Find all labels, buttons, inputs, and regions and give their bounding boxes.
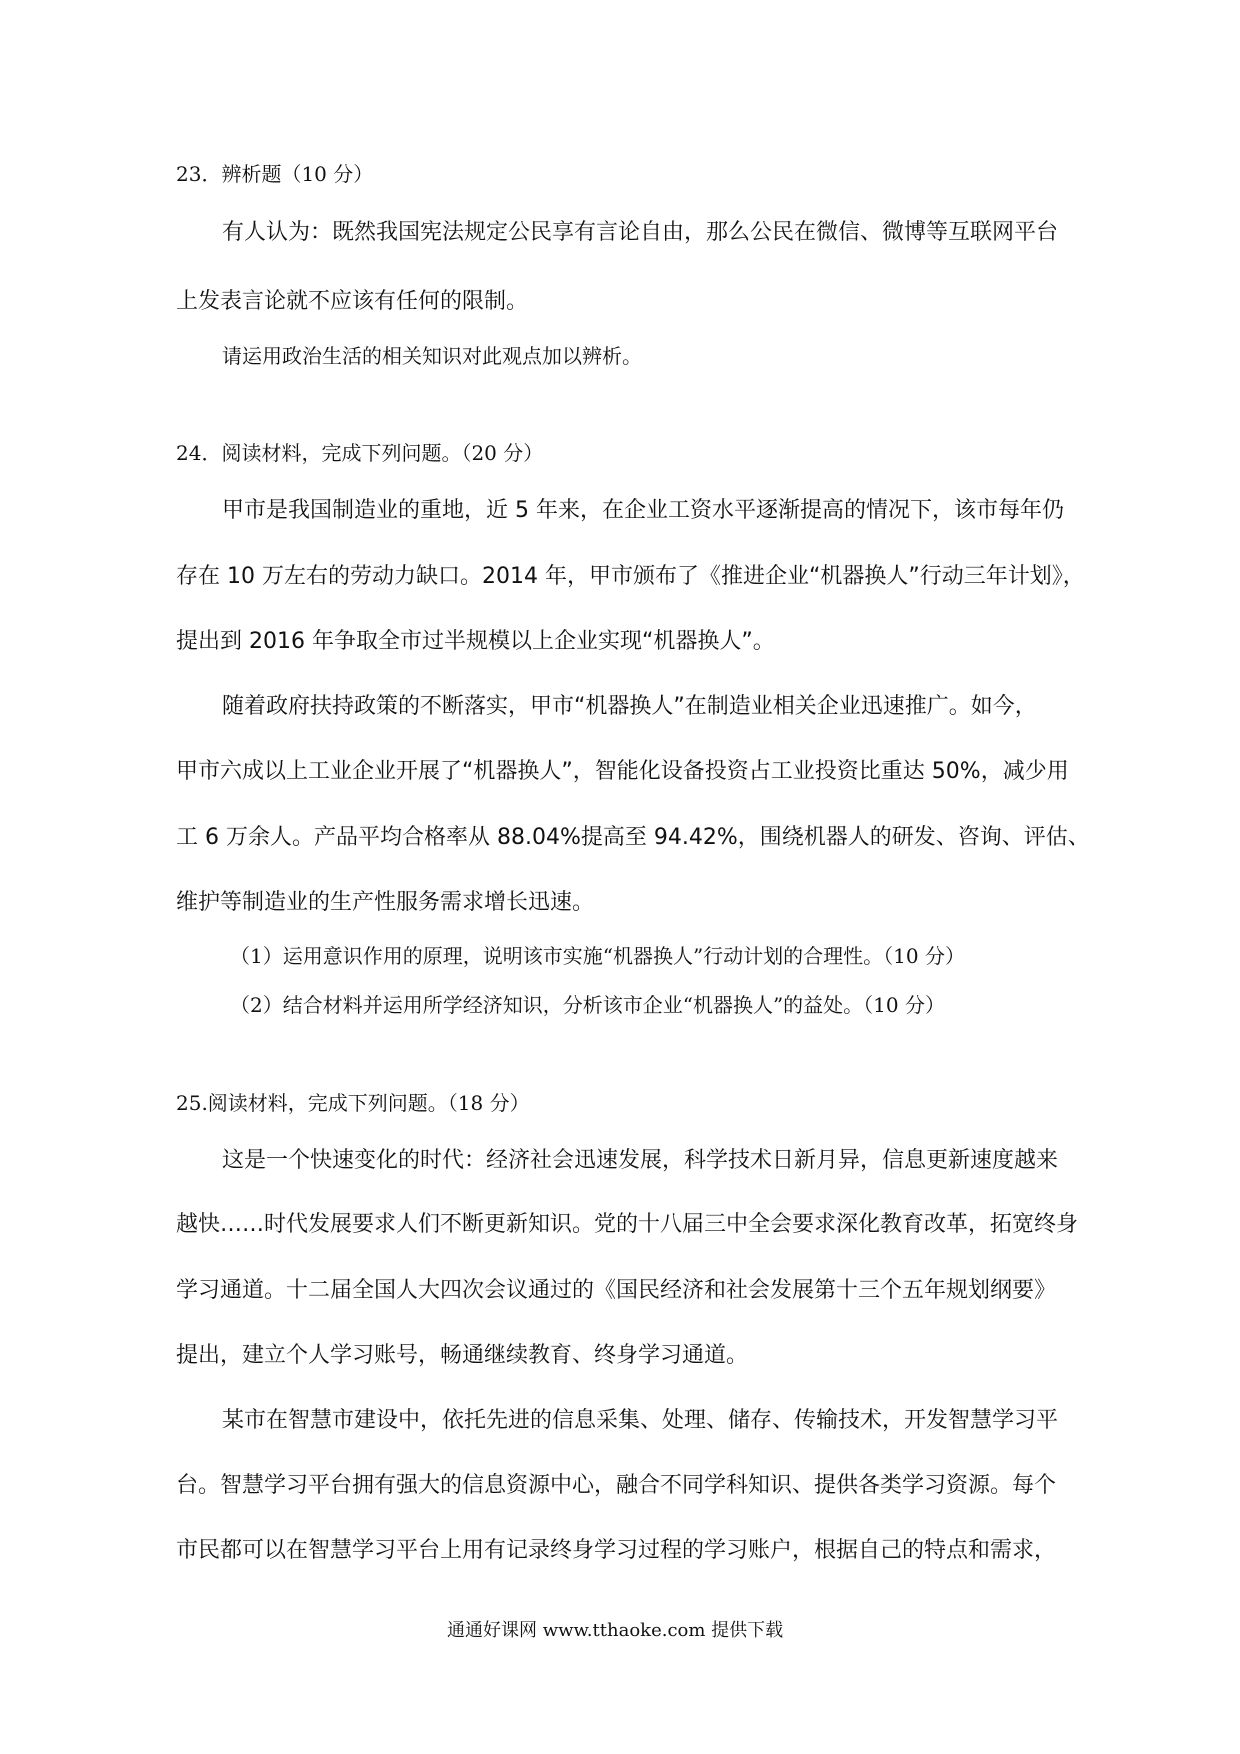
q24-subquestion-2: （2）结合材料并运用所学经济知识，分析该市企业“机器换人”的益处。（10 分） bbox=[230, 993, 945, 1017]
q24-paragraph-line: 存在 10 万左右的劳动力缺口。2014 年，甲市颁布了《推进企业“机器换人”行动三年计划》， bbox=[176, 564, 1085, 589]
q23-paragraph-line: 有人认为：既然我国宪法规定公民享有言论自由，那么公民在微信、微博等互联网平台 bbox=[222, 220, 1059, 245]
page-footer: 通通好课网 www.tthaoke.com 提供下载 bbox=[447, 1620, 784, 1641]
q25-paragraph-line: 某市在智慧市建设中，依托先进的信息采集、处理、储存、传输技术，开发智慧学习平 bbox=[222, 1408, 1059, 1433]
q24-title: 24．阅读材料，完成下列问题。（20 分） bbox=[176, 441, 544, 465]
q25-title: 25.阅读材料，完成下列问题。（18 分） bbox=[176, 1091, 530, 1115]
q24-paragraph-line: 甲市六成以上工业企业开展了“机器换人”，智能化设备投资占工业投资比重达 50%，减少用 bbox=[176, 759, 1069, 784]
q24-paragraph-line: 甲市是我国制造业的重地，近 5 年来，在企业工资水平逐渐提高的情况下，该市每年仍 bbox=[222, 498, 1064, 523]
q25-paragraph-line: 越快……时代发展要求人们不断更新知识。党的十八届三中全会要求深化教育改革，拓宽终身 bbox=[176, 1212, 1079, 1237]
q23-paragraph-line: 上发表言论就不应该有任何的限制。 bbox=[176, 289, 529, 314]
q24-subquestion-1: （1）运用意识作用的原理，说明该市实施“机器换人”行动计划的合理性。（10 分） bbox=[230, 944, 965, 968]
q24-paragraph-line: 维护等制造业的生产性服务需求增长迅速。 bbox=[176, 890, 595, 915]
q25-paragraph-line: 学习通道。十二届全国人大四次会议通过的《国民经济和社会发展第十三个五年规划纲要》 bbox=[176, 1278, 1057, 1303]
q23-instruction: 请运用政治生活的相关知识对此观点加以辨析。 bbox=[222, 344, 642, 368]
q24-paragraph-line: 工 6 万余人。产品平均合格率从 88.04%提高至 94.42%，围绕机器人的研发、咨询、评估、 bbox=[176, 825, 1090, 850]
q23-title: 23．辨析题（10 分） bbox=[176, 162, 374, 186]
q25-paragraph-line: 提出，建立个人学习账号，畅通继续教育、终身学习通道。 bbox=[176, 1343, 749, 1368]
q25-paragraph-line: 市民都可以在智慧学习平台上用有记录终身学习过程的学习账户，根据自己的特点和需求， bbox=[176, 1538, 1057, 1563]
q25-paragraph-line: 台。智慧学习平台拥有强大的信息资源中心，融合不同学科知识、提供各类学习资源。每个 bbox=[176, 1473, 1057, 1498]
q25-paragraph-line: 这是一个快速变化的时代：经济社会迅速发展，科学技术日新月异，信息更新速度越来 bbox=[222, 1148, 1059, 1173]
q24-paragraph-line: 提出到 2016 年争取全市过半规模以上企业实现“机器换人”。 bbox=[176, 629, 775, 654]
q24-paragraph-line: 随着政府扶持政策的不断落实，甲市“机器换人”在制造业相关企业迅速推广。如今， bbox=[222, 694, 1037, 719]
